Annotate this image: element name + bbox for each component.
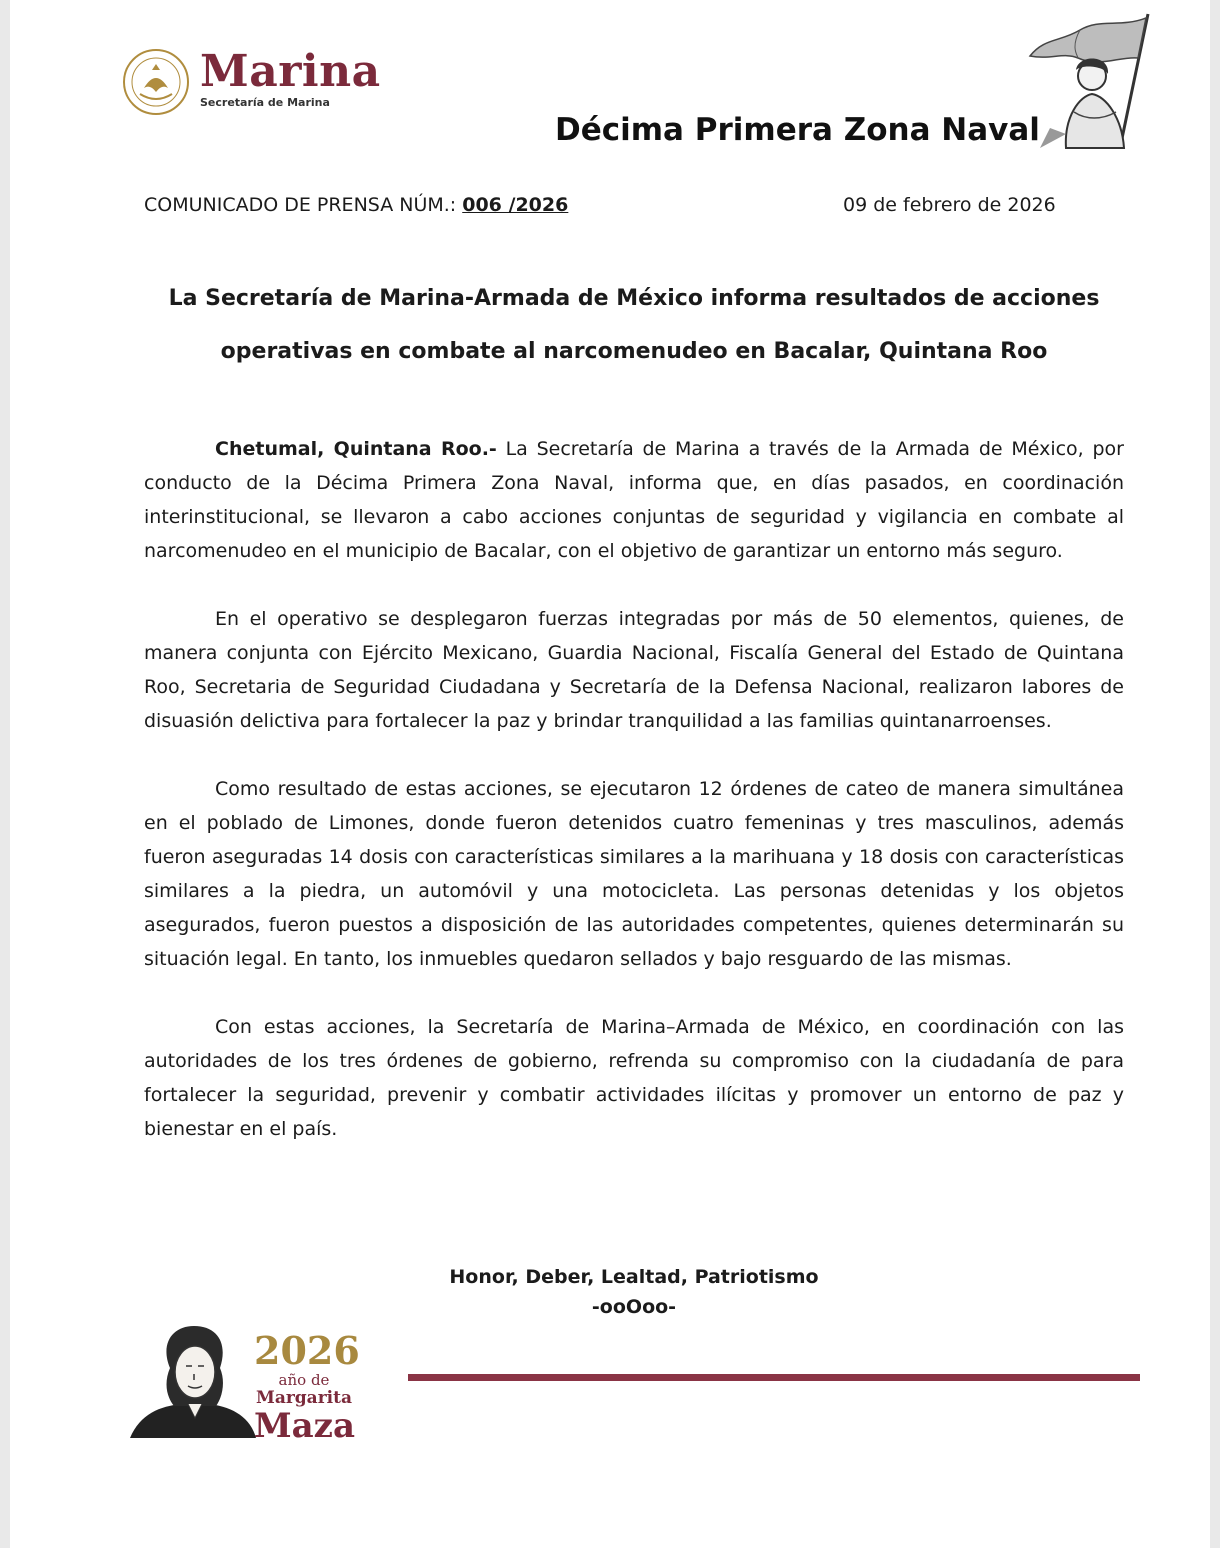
press-release-date: 09 de febrero de 2026 [843, 194, 1056, 216]
headline [144, 272, 1124, 378]
margarita-maza-portrait [130, 1322, 260, 1438]
press-release-page [10, 0, 1210, 1548]
brand-subtitle: Secretaría de Marina [200, 96, 330, 109]
year-emblem-ano-de: año de [278, 1371, 330, 1389]
dateline: Chetumal, Quintana Roo.- [215, 438, 497, 460]
brand-block [200, 46, 381, 109]
paragraph-1 [144, 432, 1124, 568]
headline-line-1: La Secretaría de Marina-Armada de México informa resultados de acciones [168, 286, 1100, 311]
press-release-label: COMUNICADO DE PRENSA NÚM.: [144, 194, 463, 216]
press-release-number: 006 /2026 [462, 194, 569, 216]
footer-divider [408, 1374, 1140, 1381]
motto: Honor, Deber, Lealtad, Patriotismo [449, 1266, 819, 1288]
brand-name: Marina [200, 46, 381, 97]
zone-title: Décima Primera Zona Naval [555, 112, 1040, 148]
year-emblem-surname: Maza [254, 1406, 356, 1446]
year-emblem-number: 2026 [254, 1328, 360, 1373]
end-mark: -ooOoo- [591, 1296, 677, 1318]
year-emblem [254, 1328, 360, 1446]
paragraph-2: En el operativo se desplegaron fuerzas integradas por más de 50 elementos, quienes, de manera conjunta con Ejército Mexicano, Guardia Nacional, Fiscalía General del Estado de Quintana Roo, Secretaria de Seguridad Ciudadana y Secretaría de la Defensa Nacional, realizaron labores de disuasión delictiva para fortalecer la paz y brindar tranquilidad a las familias quintanarroenses. [144, 608, 1124, 732]
paragraph-1-text: La Secretaría de Marina a través de la Armada de México, por conducto de la Décima Primera Zona Naval, informa que, en días pasados, en coordinación interinstitucional, se llevaron a cabo acciones conjuntas de seguridad y vigilancia en combate al narcomenudeo en el municipio de Bacalar, con el objetivo de garantizar un entorno más seguro. [144, 438, 1124, 562]
national-seal-icon [122, 48, 190, 116]
closing-block [144, 1262, 1124, 1322]
paragraph-3: Como resultado de estas acciones, se ejecutaron 12 órdenes de cateo de manera simultánea en el poblado de Limones, donde fueron detenidos cuatro femeninas y tres masculinos, además fueron aseguradas 14 dosis con características similares a la marihuana y 18 dosis con características similares a la piedra, un automóvil y una motocicleta. Las personas detenidas y los objetos asegurados, fueron puestos a disposición de las autoridades competentes, quienes determinarán su situación legal. En tanto, los inmuebles quedaron sellados y bajo resguardo de las mismas. [144, 778, 1124, 970]
paragraph-4: Con estas acciones, la Secretaría de Marina–Armada de México, en coordinación con las autoridades de los tres órdenes de gobierno, refrenda su compromiso con la ciudadanía de para fortalecer la seguridad, prevenir y combatir actividades ilícitas y promover un entorno de paz y bienestar en el país. [144, 1016, 1124, 1140]
headline-line-2: operativas en combate al narcomenudeo en Bacalar, Quintana Roo [220, 339, 1048, 364]
year-emblem-name: Margarita [256, 1388, 352, 1408]
article-body [144, 432, 1124, 1180]
flag-bearer-illustration [1020, 8, 1160, 153]
press-release-number-line [144, 194, 568, 216]
